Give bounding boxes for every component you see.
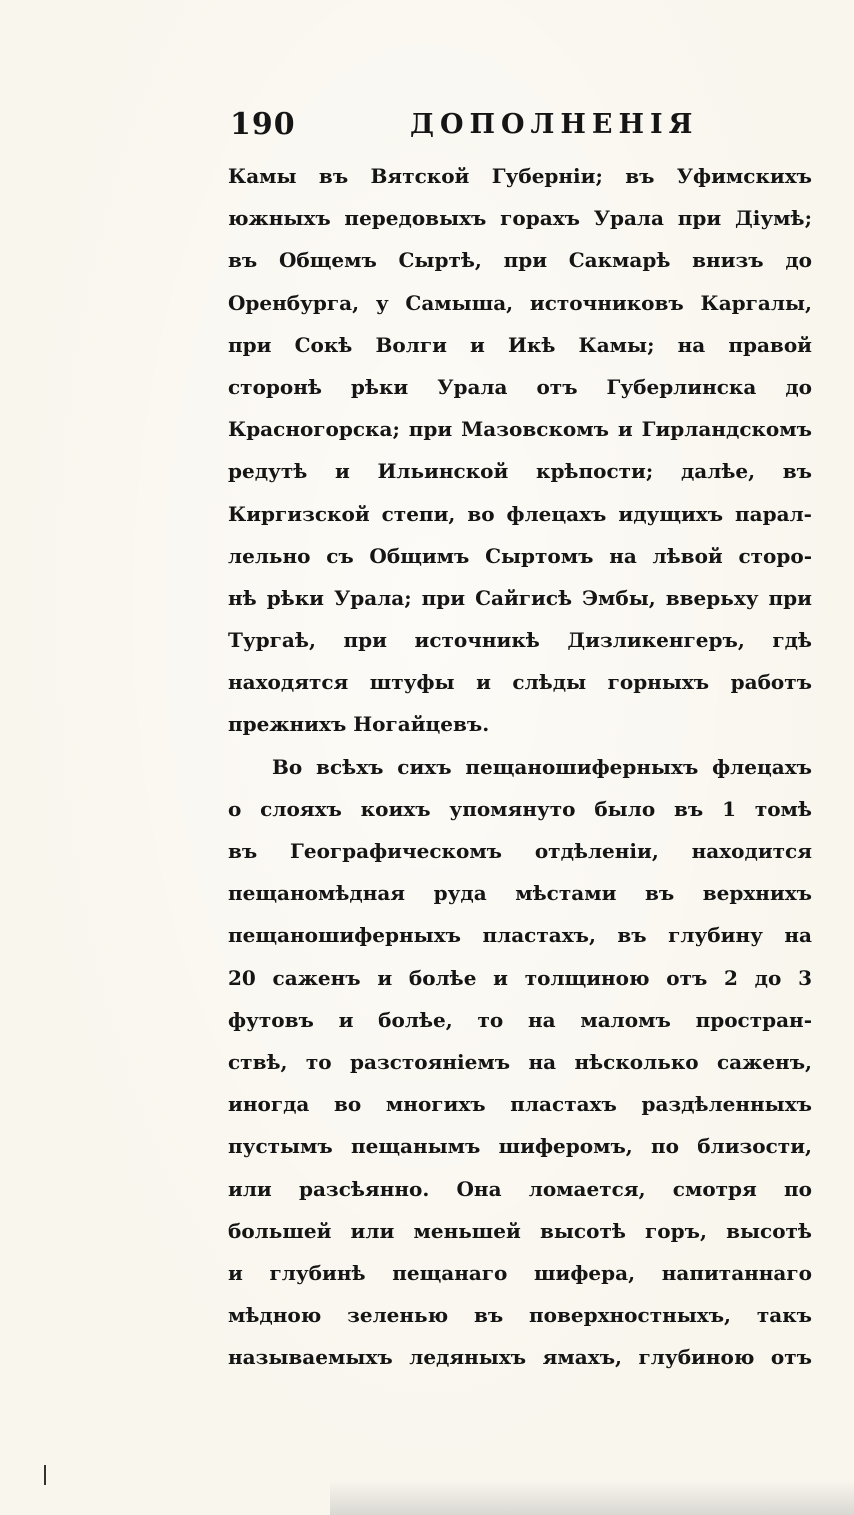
running-title: ДОПОЛНЕНІЯ (410, 109, 699, 140)
text-line: южныхъ передовыхъ горахъ Урала при Діумѣ; (228, 206, 812, 231)
page-smudge (330, 1480, 854, 1515)
margin-mark (44, 1465, 46, 1485)
text-line: и глубинѣ пещанаго шифера, напитаннаго (228, 1260, 812, 1285)
text-line: о слояхъ коихъ упомянуто было въ 1 томѣ (228, 796, 812, 821)
text-line: редутѣ и Ильинской крѣпости; далѣе, въ (228, 459, 812, 484)
text-line: при Сокѣ Волги и Икѣ Камы; на правой (228, 332, 812, 357)
text-line: футовъ и болѣе, то на маломъ простран- (228, 1007, 812, 1032)
text-line: 20 саженъ и болѣе и толщиною отъ 2 до 3 (228, 965, 812, 990)
text-line: Тургаѣ, при источникѣ Дизликенгеръ, гдѣ (228, 628, 812, 653)
text-line: нѣ рѣки Урала; при Сайгисѣ Эмбы, вверьху при (228, 585, 812, 610)
text-line: иногда во многихъ пластахъ раздѣленныхъ (228, 1092, 812, 1117)
text-line: Камы въ Вятской Губерніи; въ Уфимскихъ (228, 164, 812, 188)
text-line: въ Географическомъ отдѣленіи, находится (228, 839, 812, 863)
text-line: въ Общемъ Сыртѣ, при Сакмарѣ внизъ до (228, 248, 812, 273)
text-line: Оренбурга, у Самыша, источниковъ Каргалы, (228, 290, 812, 315)
text-line: пустымъ пещанымъ шиферомъ, по близости, (228, 1134, 812, 1159)
text-line: находятся штуфы и слѣды горныхъ работъ (228, 670, 812, 695)
text-line: пещаномѣдная руда мѣстами въ верхнихъ (228, 881, 812, 906)
text-line: прежнихъ Ногайцевъ. (228, 712, 490, 737)
text-line: мѣдною зеленью въ поверхностныхъ, такъ (228, 1303, 812, 1328)
text-line: ствѣ, то разстояніемъ на нѣсколько саженъ, (228, 1049, 812, 1074)
paragraph-first-line: Во всѣхъ сихъ пещаношиферныхъ флецахъ (272, 754, 812, 779)
text-line: пещаношиферныхъ пластахъ, въ глубину на (228, 923, 812, 948)
body-text (228, 155, 812, 1378)
page-number: 190 (230, 107, 296, 142)
text-line: или разсѣянно. Она ломается, смотря по (228, 1176, 812, 1201)
text-line: лельно съ Общимъ Сыртомъ на лѣвой сторо- (228, 543, 812, 568)
page-header (230, 100, 820, 150)
text-line: Красногорска; при Мазовскомъ и Гирландскомъ (228, 417, 812, 442)
text-line: называемыхъ ледяныхъ ямахъ, глубиною отъ (228, 1345, 812, 1370)
text-line: большей или меньшей высотѣ горъ, высотѣ (228, 1218, 812, 1243)
text-line: Киргизской степи, во флецахъ идущихъ парал- (228, 501, 812, 526)
text-line: сторонѣ рѣки Урала отъ Губерлинска до (228, 374, 812, 399)
